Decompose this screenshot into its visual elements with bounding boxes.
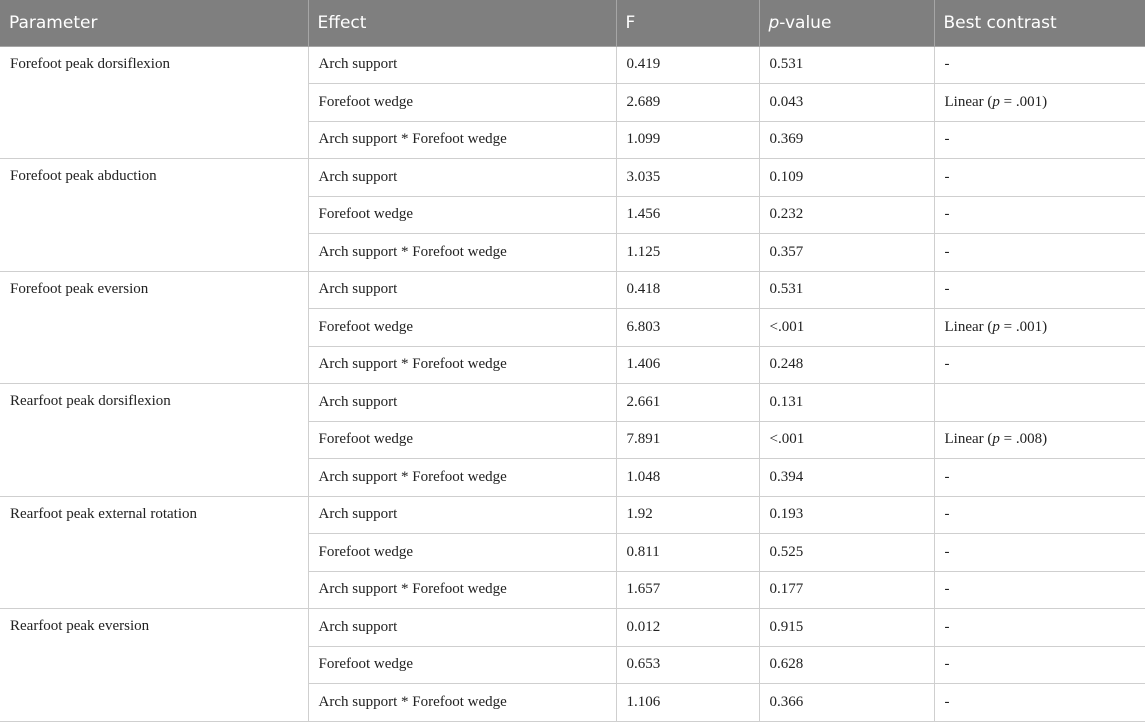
f-cell: 0.418 <box>616 271 759 309</box>
f-cell: 0.811 <box>616 534 759 572</box>
best-contrast-text: - <box>944 243 950 260</box>
best-contrast-tail: = .001) <box>999 93 1048 110</box>
parameter-cell: Forefoot peak eversion <box>0 271 308 384</box>
best-contrast-cell <box>934 159 1145 197</box>
f-cell: 1.92 <box>616 496 759 534</box>
effect-cell: Forefoot wedge <box>308 421 616 459</box>
header-row <box>0 0 1145 46</box>
parameter-cell: Forefoot peak dorsiflexion <box>0 46 308 159</box>
f-cell: 1.048 <box>616 459 759 497</box>
p-value-cell: 0.131 <box>759 384 934 422</box>
effect-cell: Forefoot wedge <box>308 534 616 572</box>
best-contrast-p: p <box>992 318 1000 335</box>
effect-cell: Arch support * Forefoot wedge <box>308 234 616 272</box>
best-contrast-text: - <box>944 168 950 185</box>
f-cell: 2.689 <box>616 84 759 122</box>
effect-cell: Forefoot wedge <box>308 646 616 684</box>
best-contrast-tail: = .008) <box>999 431 1048 448</box>
header-parameter: Parameter <box>0 0 308 46</box>
best-contrast-text: - <box>944 656 950 673</box>
table-body <box>0 46 1145 721</box>
f-cell: 1.456 <box>616 196 759 234</box>
best-contrast-cell <box>934 684 1145 722</box>
f-cell: 1.099 <box>616 121 759 159</box>
best-contrast-text: - <box>944 468 950 485</box>
best-contrast-cell <box>934 571 1145 609</box>
table-row <box>0 159 1145 197</box>
p-value-cell: 0.232 <box>759 196 934 234</box>
f-cell: 1.406 <box>616 346 759 384</box>
p-value-cell: 0.366 <box>759 684 934 722</box>
best-contrast-cell <box>934 271 1145 309</box>
best-contrast-cell <box>934 609 1145 647</box>
effect-cell: Arch support <box>308 159 616 197</box>
best-contrast-text: - <box>944 281 950 298</box>
header-p-value <box>759 0 934 46</box>
parameter-cell: Rearfoot peak eversion <box>0 609 308 722</box>
effect-cell: Forefoot wedge <box>308 84 616 122</box>
effect-cell: Forefoot wedge <box>308 309 616 347</box>
parameter-cell: Forefoot peak abduction <box>0 159 308 272</box>
p-value-cell: 0.109 <box>759 159 934 197</box>
table-header <box>0 0 1145 46</box>
best-contrast-text: - <box>944 618 950 635</box>
best-contrast-cell <box>934 646 1145 684</box>
p-value-cell: 0.628 <box>759 646 934 684</box>
p-value-cell: 0.043 <box>759 84 934 122</box>
effect-cell: Arch support <box>308 271 616 309</box>
p-value-cell: 0.177 <box>759 571 934 609</box>
effect-cell: Arch support * Forefoot wedge <box>308 346 616 384</box>
best-contrast-cell <box>934 421 1145 459</box>
best-contrast-cell <box>934 46 1145 84</box>
effect-cell: Arch support * Forefoot wedge <box>308 571 616 609</box>
best-contrast-text: - <box>944 543 950 560</box>
p-value-cell: 0.394 <box>759 459 934 497</box>
p-value-cell: 0.248 <box>759 346 934 384</box>
p-value-cell: <.001 <box>759 309 934 347</box>
f-cell: 0.012 <box>616 609 759 647</box>
effect-cell: Arch support * Forefoot wedge <box>308 684 616 722</box>
best-contrast-cell <box>934 384 1145 422</box>
header-best-contrast: Best contrast <box>934 0 1145 46</box>
table-row <box>0 384 1145 422</box>
parameter-cell: Rearfoot peak external rotation <box>0 496 308 609</box>
effect-cell: Arch support <box>308 609 616 647</box>
best-contrast-cell <box>934 309 1145 347</box>
p-value-cell: 0.357 <box>759 234 934 272</box>
best-contrast-cell <box>934 121 1145 159</box>
best-contrast-cell <box>934 496 1145 534</box>
best-contrast-cell <box>934 234 1145 272</box>
p-value-cell: 0.525 <box>759 534 934 572</box>
f-cell: 0.653 <box>616 646 759 684</box>
best-contrast-cell <box>934 196 1145 234</box>
header-p-italic: p <box>768 12 780 33</box>
f-cell: 2.661 <box>616 384 759 422</box>
header-effect: Effect <box>308 0 616 46</box>
p-value-cell: 0.531 <box>759 46 934 84</box>
best-contrast-p: p <box>992 431 1000 448</box>
p-value-cell: 0.531 <box>759 271 934 309</box>
f-cell: 7.891 <box>616 421 759 459</box>
f-cell: 3.035 <box>616 159 759 197</box>
best-contrast-cell <box>934 346 1145 384</box>
best-contrast-text: - <box>944 356 950 373</box>
best-contrast-text: Linear ( <box>944 318 993 335</box>
best-contrast-tail: = .001) <box>999 318 1048 335</box>
header-f: F <box>616 0 759 46</box>
p-value-cell: 0.193 <box>759 496 934 534</box>
best-contrast-text: Linear ( <box>944 431 993 448</box>
best-contrast-text: - <box>944 131 950 148</box>
best-contrast-text: - <box>944 56 950 73</box>
table-row <box>0 609 1145 647</box>
best-contrast-text: - <box>944 693 950 710</box>
p-value-cell: 0.915 <box>759 609 934 647</box>
best-contrast-text: - <box>944 206 950 223</box>
best-contrast-cell <box>934 534 1145 572</box>
f-cell: 6.803 <box>616 309 759 347</box>
table-row <box>0 271 1145 309</box>
f-cell: 0.419 <box>616 46 759 84</box>
best-contrast-text: - <box>944 581 950 598</box>
f-cell: 1.125 <box>616 234 759 272</box>
effect-cell: Arch support <box>308 496 616 534</box>
p-value-cell: 0.369 <box>759 121 934 159</box>
best-contrast-text: - <box>944 506 950 523</box>
effect-cell: Arch support * Forefoot wedge <box>308 459 616 497</box>
header-p-suffix: -value <box>779 12 832 33</box>
best-contrast-p: p <box>992 93 1000 110</box>
effect-cell: Arch support <box>308 384 616 422</box>
f-cell: 1.657 <box>616 571 759 609</box>
best-contrast-cell <box>934 459 1145 497</box>
p-value-cell: <.001 <box>759 421 934 459</box>
table-row <box>0 46 1145 84</box>
parameter-cell: Rearfoot peak dorsiflexion <box>0 384 308 497</box>
best-contrast-text: Linear ( <box>944 93 993 110</box>
effect-cell: Forefoot wedge <box>308 196 616 234</box>
effect-cell: Arch support <box>308 46 616 84</box>
table-row <box>0 496 1145 534</box>
best-contrast-cell <box>934 84 1145 122</box>
f-cell: 1.106 <box>616 684 759 722</box>
effect-cell: Arch support * Forefoot wedge <box>308 121 616 159</box>
